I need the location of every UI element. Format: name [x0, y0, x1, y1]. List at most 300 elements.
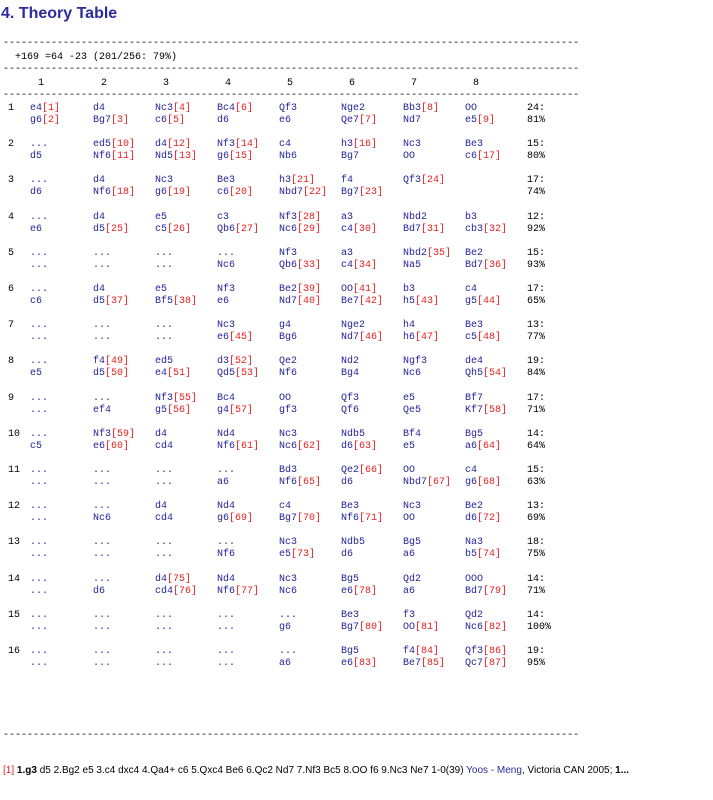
move-text: ... [155, 332, 174, 344]
move-text: e5 [155, 211, 168, 223]
note-ref[interactable]: [45] [229, 332, 254, 344]
note-ref[interactable]: [81] [415, 621, 440, 633]
move-cell [217, 646, 235, 658]
note-ref[interactable]: [80] [359, 621, 384, 633]
note-ref[interactable]: [73] [291, 549, 316, 561]
move-text: ... [155, 549, 174, 561]
move-cell [93, 586, 105, 598]
column-header-8: 8 [473, 78, 480, 89]
note-ref[interactable]: [12] [167, 139, 192, 151]
move-cell [279, 224, 321, 236]
note-ref[interactable]: [9] [477, 115, 496, 126]
move-cell [341, 646, 359, 658]
move-text: Be3 [465, 139, 484, 151]
row-score: 19: [527, 646, 546, 657]
move-text: c4 [279, 139, 292, 151]
move-text: d4 [93, 103, 106, 114]
move-cell [155, 175, 173, 187]
note-ref[interactable]: [54] [483, 368, 508, 380]
footnote-next: 1... [615, 765, 630, 776]
note-ref[interactable]: [24] [421, 175, 446, 187]
move-text: ... [155, 537, 174, 549]
move-cell [279, 393, 291, 405]
move-cell [93, 224, 129, 236]
note-ref[interactable]: [14] [235, 139, 260, 151]
move-cell [30, 368, 42, 380]
note-ref[interactable]: [20] [229, 187, 254, 199]
move-text: ... [30, 477, 49, 488]
move-text: Bb3 [403, 103, 422, 114]
move-cell [93, 537, 111, 549]
move-cell [217, 405, 253, 417]
move-cell [403, 465, 415, 477]
move-text: Nc3 [217, 320, 236, 332]
move-cell [155, 537, 173, 549]
note-ref[interactable]: [30] [353, 223, 378, 235]
move-text: Qd5 [217, 368, 236, 380]
note-ref[interactable]: [10] [111, 139, 136, 151]
move-text: ... [93, 465, 112, 476]
move-cell [403, 296, 439, 308]
move-cell [465, 393, 483, 405]
note-ref[interactable]: [67] [427, 477, 452, 488]
move-cell [217, 429, 235, 441]
note-ref[interactable]: [69] [229, 513, 254, 525]
move-text: ... [30, 211, 49, 223]
column-header-7: 7 [411, 78, 418, 89]
row-percent: 64% [527, 440, 546, 452]
move-text: Bd7 [465, 585, 484, 597]
move-text: ... [30, 247, 49, 259]
move-cell [217, 658, 235, 670]
row-percent: 65% [527, 296, 546, 307]
move-cell [30, 610, 48, 622]
move-cell [403, 429, 421, 441]
move-cell [217, 175, 235, 187]
row-percent: 63% [527, 477, 546, 488]
move-text: Nbd7 [279, 187, 304, 199]
move-cell [341, 429, 365, 441]
move-text: f4 [403, 646, 416, 657]
note-ref[interactable]: [62] [297, 440, 322, 452]
note-ref[interactable]: [18] [111, 187, 136, 199]
move-text: c4 [341, 223, 354, 235]
move-cell [93, 574, 111, 586]
note-ref[interactable]: [38] [173, 296, 198, 307]
move-text: Ngf3 [403, 356, 428, 368]
move-cell [30, 115, 60, 127]
note-ref[interactable]: [32] [483, 223, 508, 235]
move-cell [465, 296, 501, 308]
note-ref[interactable]: [52] [229, 356, 254, 368]
row-number: 9 [8, 392, 15, 404]
row-number: 10 [8, 428, 21, 440]
note-ref[interactable]: [49] [105, 356, 130, 368]
move-cell [279, 610, 297, 622]
move-text: d3 [217, 356, 230, 368]
note-ref[interactable]: [39] [297, 284, 322, 295]
move-text: Nc3 [403, 501, 422, 513]
column-header-3: 3 [163, 78, 170, 89]
move-cell [217, 212, 229, 224]
note-ref[interactable]: [7] [359, 115, 378, 126]
row-score: 13: [527, 320, 546, 332]
note-ref[interactable]: [71] [359, 513, 384, 525]
move-cell [403, 368, 421, 380]
note-ref[interactable]: [74] [477, 549, 502, 561]
note-ref[interactable]: [50] [105, 368, 130, 380]
note-ref[interactable]: [57] [229, 404, 254, 416]
note-ref[interactable]: [51] [167, 368, 192, 380]
row-percent: 71% [527, 585, 546, 597]
note-ref[interactable]: [64] [477, 440, 502, 452]
move-text: OO [465, 103, 478, 114]
move-cell [341, 368, 359, 380]
move-text: ... [30, 646, 49, 657]
row-number: 4 [8, 211, 15, 223]
move-text: Qf3 [279, 103, 298, 114]
move-text: Nc3 [155, 103, 174, 114]
move-cell [155, 320, 173, 332]
footnote-ref[interactable]: [1] [3, 765, 15, 776]
move-text: d4 [93, 211, 106, 223]
move-cell [341, 332, 383, 344]
move-cell [93, 622, 111, 634]
note-ref[interactable]: [36] [483, 259, 508, 271]
row-percent: 80% [527, 151, 546, 163]
note-ref[interactable]: [56] [167, 404, 192, 416]
note-ref[interactable]: [43] [415, 296, 440, 307]
move-cell [465, 465, 477, 477]
move-text: f3 [403, 609, 416, 621]
move-cell [30, 175, 48, 187]
move-cell [403, 260, 421, 272]
move-cell [93, 284, 105, 296]
move-text: Nc3 [279, 537, 298, 549]
move-cell [465, 356, 483, 368]
note-ref[interactable]: [78] [353, 585, 378, 597]
note-ref[interactable]: [28] [297, 211, 322, 223]
note-ref[interactable]: [17] [477, 151, 502, 163]
note-ref[interactable]: [41] [353, 284, 378, 295]
note-ref[interactable]: [82] [483, 621, 508, 633]
move-text: h6 [403, 332, 416, 344]
move-text: e6 [217, 332, 230, 344]
move-text: gf3 [279, 404, 298, 416]
move-text: ... [279, 609, 298, 621]
move-cell [30, 477, 48, 489]
move-text: a6 [403, 585, 416, 597]
move-text: d4 [93, 284, 106, 295]
move-cell [155, 139, 191, 151]
move-text: g6 [155, 187, 168, 199]
move-cell [30, 513, 48, 525]
note-ref[interactable]: [58] [483, 404, 508, 416]
move-text: d6 [341, 477, 354, 488]
note-ref[interactable]: [65] [297, 477, 322, 488]
move-cell [217, 356, 253, 368]
note-ref[interactable]: [72] [477, 513, 502, 525]
move-cell [155, 151, 197, 163]
row-number: 15 [8, 609, 21, 621]
note-ref[interactable]: [25] [105, 223, 130, 235]
move-text: h5 [403, 296, 416, 307]
note-ref[interactable]: [16] [353, 139, 378, 151]
move-cell [155, 586, 197, 598]
move-cell [30, 586, 48, 598]
move-text: Qb6 [217, 223, 236, 235]
move-cell [403, 151, 415, 163]
move-cell [279, 212, 321, 224]
move-cell [279, 465, 297, 477]
move-text: b3 [403, 284, 416, 295]
move-cell [465, 622, 507, 634]
note-ref[interactable]: [37] [105, 296, 130, 307]
move-text: c6 [465, 151, 478, 163]
move-cell [30, 658, 48, 670]
note-ref[interactable]: [15] [229, 151, 254, 163]
move-cell [403, 284, 415, 296]
move-cell [30, 441, 42, 453]
move-cell [341, 260, 377, 272]
move-cell [93, 549, 111, 561]
move-cell [217, 610, 235, 622]
note-ref[interactable]: [2] [42, 115, 61, 126]
move-cell [93, 139, 135, 151]
move-cell [217, 260, 235, 272]
move-cell [341, 441, 377, 453]
move-text: cd4 [155, 513, 174, 525]
move-text: OO [279, 392, 292, 404]
move-cell [279, 260, 321, 272]
footnote-players[interactable]: Yoos - Meng [466, 765, 522, 776]
move-cell [341, 658, 377, 670]
move-cell [403, 622, 439, 634]
move-cell [403, 139, 421, 151]
note-ref[interactable]: [75] [167, 573, 192, 585]
move-cell [279, 356, 297, 368]
note-ref[interactable]: [26] [167, 223, 192, 235]
note-ref[interactable]: [23] [359, 187, 384, 199]
note-ref[interactable]: [84] [415, 646, 440, 657]
move-cell [93, 610, 111, 622]
footnote-line [3, 765, 629, 776]
note-ref[interactable]: [42] [359, 296, 384, 307]
note-ref[interactable]: [77] [235, 585, 260, 597]
move-cell [341, 586, 377, 598]
move-text: ... [30, 320, 49, 332]
move-text: Qb6 [279, 259, 298, 271]
note-ref[interactable]: [1] [42, 103, 61, 114]
note-ref[interactable]: [60] [105, 440, 130, 452]
move-text: ... [93, 392, 112, 404]
move-text: ... [155, 465, 174, 476]
note-ref[interactable]: [83] [353, 658, 378, 669]
move-cell [93, 658, 111, 670]
move-text: Be7 [403, 658, 422, 669]
move-text: Nf6 [93, 151, 112, 163]
move-text: ... [30, 175, 49, 187]
move-cell [217, 441, 259, 453]
row-number: 5 [8, 247, 15, 259]
note-ref[interactable]: [29] [297, 223, 322, 235]
move-text: OO [403, 621, 416, 633]
move-text: ... [93, 259, 112, 271]
move-text: ... [30, 573, 49, 585]
move-text: OOO [465, 573, 484, 585]
move-cell [93, 115, 129, 127]
note-ref[interactable]: [59] [111, 428, 136, 440]
note-ref[interactable]: [61] [235, 440, 260, 452]
move-text: ... [30, 465, 49, 476]
note-ref[interactable]: [34] [353, 259, 378, 271]
move-text: d4 [155, 573, 168, 585]
move-text: c5 [30, 440, 43, 452]
move-text: Qd2 [465, 609, 484, 621]
note-ref[interactable]: [5] [167, 115, 186, 126]
move-text: ... [155, 259, 174, 271]
move-text: d4 [155, 501, 168, 513]
note-ref[interactable]: [46] [359, 332, 384, 344]
divider-top: ------------------------------------------------------------------------------------------------ [3, 38, 580, 49]
move-text: ... [217, 658, 236, 669]
move-text: ... [30, 284, 49, 295]
move-text: Bg7 [341, 621, 360, 633]
move-cell [341, 151, 359, 163]
move-text: Qf3 [341, 392, 360, 404]
move-cell [155, 513, 173, 525]
move-cell [217, 574, 235, 586]
note-ref[interactable]: [27] [235, 223, 260, 235]
move-text: ... [155, 247, 174, 259]
note-ref[interactable]: [48] [477, 332, 502, 344]
move-text: Nf3 [217, 139, 236, 151]
move-cell [279, 429, 297, 441]
move-text: Nf3 [93, 428, 112, 440]
move-text: Qd2 [403, 573, 422, 585]
move-text: ... [155, 609, 174, 621]
note-ref[interactable]: [11] [111, 151, 136, 163]
note-ref[interactable]: [66] [359, 465, 384, 476]
move-cell [465, 139, 483, 151]
note-ref[interactable]: [63] [353, 440, 378, 452]
row-percent: 75% [527, 549, 546, 561]
move-text: e6 [279, 115, 292, 126]
note-ref[interactable]: [47] [415, 332, 440, 344]
move-text: c4 [465, 465, 478, 476]
move-cell [155, 429, 167, 441]
note-ref[interactable]: [3] [111, 115, 130, 126]
note-ref[interactable]: [21] [291, 175, 316, 187]
note-ref[interactable]: [35] [427, 247, 452, 259]
note-ref[interactable]: [13] [173, 151, 198, 163]
note-ref[interactable]: [87] [483, 658, 508, 669]
move-text: OO [341, 284, 354, 295]
move-text: h4 [403, 320, 416, 332]
move-cell [155, 368, 191, 380]
move-text: Bg5 [465, 428, 484, 440]
move-text: ed5 [155, 356, 174, 368]
note-ref[interactable]: [19] [167, 187, 192, 199]
move-text: Bc4 [217, 392, 236, 404]
move-cell [279, 477, 321, 489]
note-ref[interactable]: [6] [235, 103, 254, 114]
move-cell [30, 549, 48, 561]
note-ref[interactable]: [31] [421, 223, 446, 235]
move-cell [93, 646, 111, 658]
move-text: g4 [217, 404, 230, 416]
move-text: Be2 [465, 501, 484, 513]
note-ref[interactable]: [33] [297, 259, 322, 271]
move-cell [155, 332, 173, 344]
move-cell [217, 151, 253, 163]
row-number: 2 [8, 139, 15, 151]
move-text: Nf6 [93, 187, 112, 199]
note-ref[interactable]: [40] [297, 296, 322, 307]
move-cell [403, 646, 439, 658]
move-text: ... [30, 609, 49, 621]
move-text: e5 [155, 284, 168, 295]
note-ref[interactable]: [55] [173, 392, 198, 404]
divider-stats: ------------------------------------------------------------------------------------------------ [3, 64, 580, 75]
move-cell [403, 356, 427, 368]
move-cell [30, 187, 42, 199]
note-ref[interactable]: [8] [421, 103, 440, 114]
move-cell [155, 610, 173, 622]
move-cell [403, 658, 445, 670]
move-cell [93, 320, 111, 332]
move-text: c6 [30, 296, 43, 307]
note-ref[interactable]: [68] [477, 477, 502, 488]
row-percent: 77% [527, 332, 546, 344]
row-percent: 74% [527, 187, 546, 199]
note-ref[interactable]: [22] [303, 187, 328, 199]
move-text: ... [93, 621, 112, 633]
move-cell [93, 296, 129, 308]
note-ref[interactable]: [53] [235, 368, 260, 380]
note-ref[interactable]: [79] [483, 585, 508, 597]
move-cell [465, 248, 483, 260]
move-cell [93, 441, 129, 453]
move-text: c6 [217, 187, 230, 199]
move-text: Bg5 [341, 573, 360, 585]
move-text: e5 [30, 368, 43, 380]
move-text: d5 [93, 368, 106, 380]
row-number: 12 [8, 501, 21, 513]
move-cell [403, 175, 445, 187]
move-cell [93, 175, 105, 187]
move-text: Bd7 [403, 223, 422, 235]
note-ref[interactable]: [70] [297, 513, 322, 525]
move-cell [155, 441, 173, 453]
move-cell [93, 393, 111, 405]
move-cell [217, 549, 235, 561]
move-cell [155, 224, 191, 236]
note-ref[interactable]: [4] [173, 103, 192, 114]
move-cell [30, 332, 48, 344]
note-ref[interactable]: [85] [421, 658, 446, 669]
note-ref[interactable]: [44] [477, 296, 502, 307]
note-ref[interactable]: [86] [483, 646, 508, 657]
move-cell [155, 465, 173, 477]
move-text: ... [30, 658, 49, 669]
row-score: 17: [527, 175, 546, 187]
move-text: ... [30, 392, 49, 404]
move-text: d5 [30, 151, 43, 163]
note-ref[interactable]: [76] [173, 585, 198, 597]
move-text: Be3 [341, 609, 360, 621]
move-cell [217, 224, 259, 236]
